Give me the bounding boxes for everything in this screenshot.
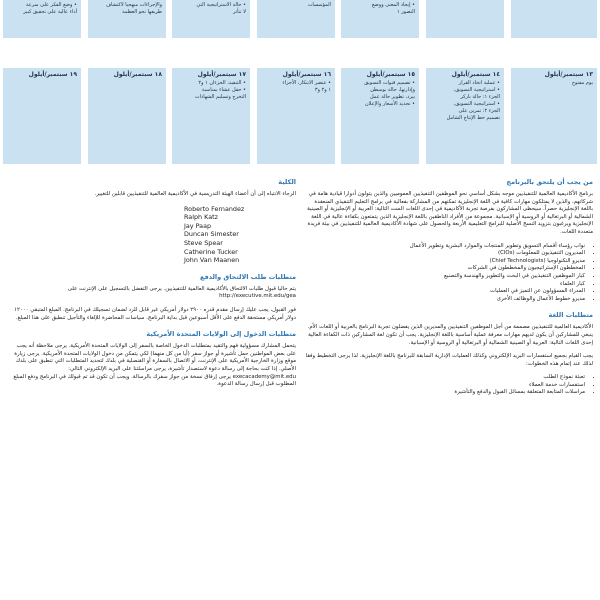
calendar-date: ١٧ سبتمبر/أيلول (197, 71, 246, 78)
list-item: • كبار الموظفين التنفيذيين في البحث والتطوير والهندسة والتصنيع (303, 273, 585, 281)
application-text-body: يتم حاليا قبول طلبات الالتحاق بالأكاديمية العالمية للتنفيذيين. يرجى التفضل بالتسجيل على الإنترنت على (67, 285, 296, 292)
who-should-attend-section (303, 178, 593, 303)
calendar-cell (426, 0, 504, 38)
entry-email-link[interactable]: execacademy@mit.edu (232, 373, 296, 380)
list-item: • مراسلات المتابعة المتعلقة بمسائل القبول والدفع والتأشيرة (303, 389, 585, 397)
calendar-cell (3, 0, 81, 38)
list-item: • كبار العلماء (303, 281, 585, 289)
list-item: • استفسارات خدمة العملاء (303, 382, 585, 390)
list-item: • المخططون الإستراتيجيون والمخططون في الشركات (303, 265, 585, 273)
cell-line: تصميم خط الإنتاج الشامل (446, 115, 500, 121)
cell-line: • تصميم قنوات التسويق (364, 80, 415, 86)
calendar-date: ١٥ سبتمبر/أيلول (366, 71, 415, 78)
cell-line: وإدارتها، حالة بوسطن (370, 87, 415, 93)
list-item: • نواب رؤساء أقسام التسويق وتطوير المنتجات والموارد البشرية وتطوير الأعمال (303, 243, 585, 251)
list-item: • تعبئة نموذج الطلب (303, 374, 585, 382)
cell-line: الجزء ٢: تمرين على (458, 108, 500, 114)
calendar-cell (511, 0, 597, 38)
calendar-date: ١٨ سبتمبر/أيلول (113, 71, 162, 78)
cell-line: لا تتأثر (232, 9, 246, 15)
cell-line: • استراتيجية التسويق، (453, 101, 500, 107)
faculty-name: John Van Maanen (184, 256, 240, 265)
cell-line: • وضع الفكر على سرعة (25, 2, 77, 8)
language-text: الأكاديمية العالمية للتنفيذيين مصممة من أجل الموظفين التنفيذيين والمديرين الذين يفضلون تجربة البرنامج بالعربية أو اللغات الأم. ينبغي للمشاركين أن يكون لديهم مهارات معرفة عملية أساسية باللغة الإنجليزية. يجب أن تكون لغة المشاركين ذات الكفاءة العالية إحدى اللغات التالية: العربية أو الصينية الشمالية أو البرتغالية أو الروسية أو الإسبانية. (307, 324, 593, 346)
right-column (303, 178, 593, 405)
calendar-date: ١٩ سبتمبر/أيلول (28, 71, 77, 78)
list-item: • المديرون التنفيذيون للمعلومات (CIOs) (303, 250, 585, 258)
who-text: برنامج الأكاديمية العالمية للتنفيذيين موجه بشكل أساسي نحو الموظفين التنفيذيين العموميين والذين يتولون أدوارا قيادية هامة في شركاتهم، والذين لا يمتلكون مهارات كافية في اللغة الإنجليزية تمكنهم من المشاركة بفعالية في برامج التعليم التنفيذي المنعقدة باللغة الإنجليزية حصراً. سيحظى المشاركون بفرصة تجربة الأكاديمية في إحدى اللغات الست التالية: العربية أو الإنجليزية أو الصينية الشمالية أو البرتغالية أو الروسية أو الإسبانية. مجموعة من الأفراد الناطقين باللغة الإنجليزية الذين يتمتعون بكفاءة عالية في اللغة الإنجليزية ويرغبون بتزويد النسخ الأصلية للبرامج التعليمية الأربعة والحصول على شهادة الأكاديمية العالمية للتنفيذيين في بيئة فريدة متعددة اللغات. (307, 191, 593, 235)
calendar-cell-sep14 (426, 68, 504, 164)
language-text-2: يجب القيام بجميع استفسارات البريد الإلكتروني وكذلك العمليات الإدارية السابقة للبرنامج باللغة الإنجليزية. لذا يرجى التخطيط وفقا لذلك عند إتمام هذه الخطوات: (305, 353, 593, 367)
entry-section (6, 330, 296, 389)
calendar-cell-sep18 (88, 68, 166, 164)
calendar-cell-sep13 (511, 68, 597, 164)
cell-line: • عنصر الابتكار، الأجزاء (282, 80, 331, 86)
cell-line: الجزء ١: حالة باركر (460, 94, 500, 100)
calendar-date: ١٦ سبتمبر/أيلول (282, 71, 331, 78)
faculty-name: Duncan Simester (184, 230, 239, 239)
cell-line: يوم مفتوح (571, 80, 593, 86)
faculty-name: Ralph Katz (184, 213, 218, 222)
entry-text (6, 343, 296, 389)
cell-line: • حفل عشاء بمناسبة (201, 87, 246, 93)
calendar-cell (172, 0, 250, 38)
calendar-cell (341, 0, 419, 38)
cell-line: • التنفيذ، الجزءان ١ و٢ (198, 80, 246, 86)
calendar-cell-sep15 (341, 68, 419, 164)
cell-line: ١ و٢ و٣ (314, 87, 331, 93)
cell-line: أداء عالية على تحقيق كبير (23, 9, 77, 15)
entry-text-body: يتحمل المشارك مسؤولية فهم والتقيد بمتطلبات الدخول الخاصة بالسفر إلى الولايات المتحدة الأمريكية. يرجى ملاحظة أنه يجب على بعض المواطنين حمل تأشيرة أو جواز سفر (أيا من كل منهما) لكي يتمكن من دخول الولايات المتحدة الأمريكية. يرجى زيارة موقع وزارة الخارجية الأمريكية على الإنترنت، أو الاتصال بالسفارة أو القنصلية في بلدك لتحديد المتطلبات التي تنطبق على بلدك الأصلي. إذا كنت بحاجة إلى رسالة دعوة لاستصدار تأشيرة، يرجى مراسلتنا على البريد الإلكتروني التالي: (14, 343, 296, 372)
faculty-name: Steve Spear (184, 238, 223, 247)
faculty-list (184, 205, 296, 265)
calendar-date: ١٣ سبتمبر/أيلول (544, 71, 593, 78)
cell-line: والإجراءات منهجيا لاكتشاف (105, 2, 162, 8)
list-item: • المدراء المسؤولون عن التميز في العمليات (303, 288, 585, 296)
calendar-top-row (0, 0, 600, 40)
left-column (6, 178, 296, 397)
faculty-name: Roberto Fernandez (184, 204, 245, 213)
language-list (303, 374, 593, 397)
faculty-name: Catherine Tucker (184, 247, 238, 256)
calendar-cell-sep16 (257, 68, 335, 164)
faculty-name: Jay Paap (184, 221, 212, 230)
language-section (303, 311, 593, 397)
calendar-cell-sep19 (3, 68, 81, 164)
payment-text: فور القبول، يجب عليك إرسال مقدم قدره ٢٩٠٠ دولار أمريكي غير قابل للرد لضمان تسجيلك في البرنامج. المبلغ المتبقي ١٢٠٠٠ دولار أمريكي مستحقة الدفع على الأقل أسبوعين قبل بداية البرنامج. سياسات المحاضرة للإلغاء والتأجيل تنطبق على هذا المبلغ. (14, 306, 296, 321)
entry-heading: متطلبات الدخول إلى الولايات المتحدة الأمريكية (146, 330, 296, 339)
faculty-heading: الكلية (278, 178, 296, 186)
application-heading: متطلبات طلب الالتحاق والدفع (200, 272, 296, 281)
cell-line: • استراتيجية التسويق، (453, 87, 500, 93)
who-list (303, 243, 593, 304)
calendar-bottom-row (0, 68, 600, 166)
cell-line: • تحديد الأسعار والإعلان (364, 101, 415, 107)
language-heading: متطلبات اللغة (548, 311, 593, 320)
application-text (6, 286, 296, 301)
cell-line: • إيجاد المعنى ووضع (371, 2, 415, 8)
list-item: • مديرو التكنولوجيا (Chief Technologists) (303, 258, 585, 266)
calendar-date: ١٤ سبتمبر/أيلول (451, 71, 500, 78)
faculty-section (6, 178, 296, 265)
calendar-cell (88, 0, 166, 38)
calendar-cell-sep17 (172, 68, 250, 164)
cell-line: بيرد، تطوير حالة عمل (370, 94, 415, 100)
cell-line: التخرج وتسليم الشهادات (194, 94, 246, 100)
cell-line: طريقها نحو العظمة (122, 9, 162, 15)
application-section (6, 273, 296, 322)
who-heading: من يجب أن يلتحق بالبرنامج (506, 178, 593, 186)
cell-line: التصور ١ (396, 9, 415, 15)
calendar-cell (257, 0, 335, 38)
list-item: • مديرو خطوط الأعمال والوظائف الأخرى (303, 296, 585, 304)
entry-text-end: يرجى إرفاق نسخة من جواز سفرك بالرسالة. ويجب أن تكون قد تم قبولك في البرنامج ودفع المبلغ المطلوب قبل إرسال رسالة الدعوة. (13, 373, 296, 388)
cell-line: • عملية اتخاذ القرار (458, 80, 500, 86)
faculty-text: الرجاء الانتباه إلى أن أعضاء الهيئة التدريسية في الأكاديمية العالمية للتنفيذيين قابلين للتغيير. (94, 191, 296, 197)
cell-line: • حالة الاستراتيجية التي (196, 2, 246, 8)
application-url-link[interactable]: http://executive.mit.edu/gea (219, 293, 296, 300)
cell-line: المؤسسات (307, 2, 331, 8)
